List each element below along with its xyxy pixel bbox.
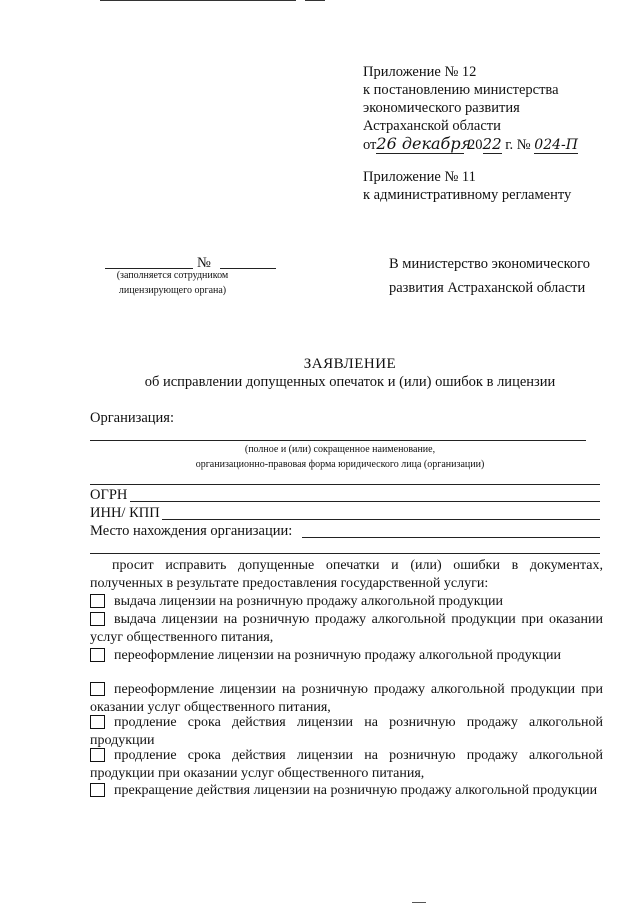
appendix-12-block	[363, 63, 633, 154]
appendix-12-line: Астраханской области	[363, 118, 501, 134]
date-day-month: 26 декабря	[376, 134, 472, 153]
option-label: продление срока действия лицензии на розничную продажу алкогольной продукции	[90, 715, 603, 748]
option-label: прекращение действия лицензии на розничную продажу алкогольной продукции	[114, 783, 598, 798]
addressee-line-2: развития Астраханской области	[389, 280, 586, 296]
date-year-prefix: 20	[468, 137, 483, 153]
addressee-line-1: В министерство экономического	[389, 256, 590, 272]
date-year-suffix: 22	[482, 135, 502, 153]
document-title: ЗАЯВЛЕНИЕ	[303, 356, 397, 372]
organization-name-field[interactable]	[90, 440, 586, 441]
registration-note-line: (заполняется сотрудником	[116, 270, 229, 281]
option-item[interactable]	[90, 782, 603, 800]
appendix-11-line: к административному регламенту	[363, 187, 572, 203]
checkbox[interactable]	[90, 648, 105, 662]
registration-note-line: лицензирующего органа)	[118, 285, 227, 296]
organization-caption-2: организационно-правовая форма юридического лица (организации)	[195, 459, 485, 470]
option-item[interactable]	[90, 611, 603, 647]
date-prefix: от	[363, 137, 377, 153]
checkbox[interactable]	[90, 715, 105, 729]
scan-edge-mark	[412, 902, 426, 903]
inn-kpp-field[interactable]	[162, 519, 600, 520]
appendix-12-line: к постановлению министерства	[363, 82, 559, 98]
checkbox[interactable]	[90, 682, 105, 696]
option-item[interactable]	[90, 714, 603, 750]
location-field[interactable]	[302, 537, 600, 538]
appendix-12-title: Приложение № 12	[363, 64, 477, 80]
document-number: 024-П	[534, 137, 578, 153]
appendix-11-block	[363, 168, 633, 204]
document-subtitle: об исправлении допущенных опечаток и (или) ошибок в лицензии	[144, 374, 556, 390]
organization-caption-1: (полное и (или) сокращенное наименование,	[244, 444, 436, 455]
registration-note	[95, 270, 250, 297]
inn-kpp-label: ИНН/ КПП	[90, 505, 160, 521]
location-label: Место нахождения организации:	[90, 523, 293, 539]
reg-date-blank[interactable]	[105, 268, 193, 269]
checkbox[interactable]	[90, 783, 105, 797]
scan-edge-line	[305, 0, 325, 1]
request-text: просит исправить допущенные опечатки и (или) ошибки в документах, полученных в результате предоставления государственной услуги:	[90, 558, 603, 591]
option-item[interactable]	[90, 681, 603, 717]
checkbox[interactable]	[90, 612, 105, 626]
checkbox[interactable]	[90, 748, 105, 762]
option-label: продление срока действия лицензии на розничную продажу алкогольной продукции при оказании услуг общественного питания,	[90, 748, 603, 781]
option-label: переоформление лицензии на розничную продажу алкогольной продукции при оказании услуг общественного питания,	[90, 682, 603, 715]
option-label: выдача лицензии на розничную продажу алкогольной продукции при оказании услуг общественного питания,	[90, 612, 603, 645]
appendix-12-line: экономического развития	[363, 100, 520, 116]
reg-no-sign: №	[197, 255, 211, 271]
option-item[interactable]	[90, 647, 603, 665]
appendix-11-title: Приложение № 11	[363, 169, 476, 185]
ogrn-field[interactable]	[130, 501, 600, 502]
ogrn-label: ОГРН	[90, 487, 128, 503]
organization-label: Организация:	[90, 410, 175, 426]
option-label: переоформление лицензии на розничную продажу алкогольной продукции	[114, 648, 562, 663]
checkbox[interactable]	[90, 594, 105, 608]
appendix-12-date-line	[363, 135, 633, 154]
date-g-no: г. №	[505, 137, 531, 153]
scan-edge-line	[100, 0, 296, 1]
location-field-extra[interactable]	[90, 553, 600, 554]
organization-extra-field[interactable]	[90, 484, 600, 485]
option-label: выдача лицензии на розничную продажу алкогольной продукции	[114, 594, 504, 609]
reg-number-blank[interactable]	[220, 268, 276, 269]
option-item[interactable]	[90, 747, 603, 783]
option-item[interactable]	[90, 593, 603, 611]
